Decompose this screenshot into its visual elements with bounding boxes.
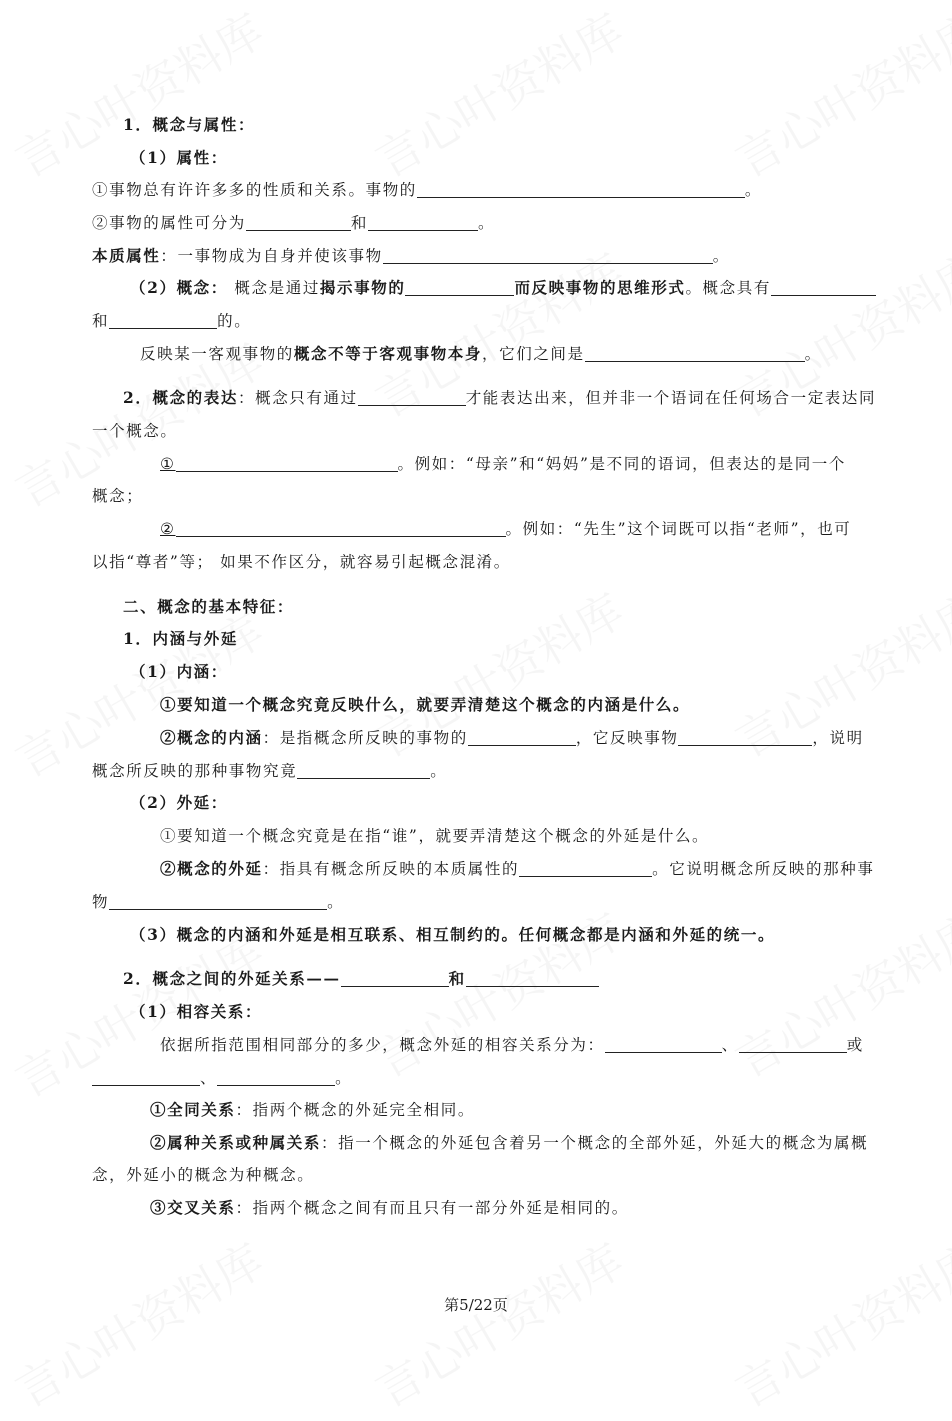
text-segment: 物 <box>92 893 110 911</box>
text-line <box>123 388 876 408</box>
fill-in-blank[interactable] <box>368 214 478 231</box>
text-line <box>123 629 238 649</box>
page-number: 第5/22页 <box>444 1296 508 1314</box>
text-segment: 概念是通过 <box>227 279 320 297</box>
fill-in-blank[interactable] <box>109 893 327 910</box>
watermark <box>2 1225 274 1420</box>
text-segment: 。 <box>335 1069 353 1087</box>
text-line <box>160 859 874 879</box>
text-segment: ：指两个概念之间有而且只有一部分外延是相同的。 <box>235 1199 629 1217</box>
text-line <box>140 344 822 364</box>
fill-in-blank[interactable] <box>217 1069 335 1086</box>
text-line <box>130 793 228 813</box>
fill-in-blank[interactable] <box>519 860 652 877</box>
text-segment: ① <box>160 455 176 473</box>
text-segment: 和 <box>92 312 110 330</box>
bold-text: 概念不等于客观事物本身 <box>293 344 483 363</box>
text-segment: ：是指概念所反映的事物的 <box>262 729 468 747</box>
bold-text: （1）属性： <box>130 148 228 167</box>
text-line <box>123 115 255 135</box>
watermark <box>362 1225 634 1420</box>
text-segment: 以指“尊者”等； 如果不作区分，就容易引起概念混淆。 <box>92 553 511 571</box>
fill-in-blank[interactable] <box>246 214 351 231</box>
fill-in-blank[interactable] <box>297 762 430 779</box>
fill-in-blank[interactable] <box>771 279 876 296</box>
text-line <box>130 278 876 298</box>
fill-in-blank[interactable] <box>92 1069 200 1086</box>
bold-text: ②概念的内涵 <box>160 728 263 747</box>
text-line <box>92 1165 314 1185</box>
bold-text: 本质属性 <box>92 246 161 265</box>
bold-text: ①要知道一个概念究竟反映什么，就要弄清楚这个概念的内涵是什么。 <box>160 695 691 714</box>
text-segment: 念，外延小的概念为种概念。 <box>92 1166 315 1184</box>
text-segment: 和 <box>350 214 369 232</box>
text-segment: 。 <box>744 181 763 199</box>
text-line <box>123 969 599 989</box>
text-segment: ：指两个概念的外延完全相同。 <box>235 1101 475 1119</box>
text-segment: 。 <box>478 214 496 232</box>
bold-text: （1）内涵： <box>130 662 228 681</box>
text-line <box>92 552 511 572</box>
bold-text: 二、概念的基本特征： <box>123 597 295 616</box>
text-segment: 、 <box>200 1069 218 1087</box>
text-segment: ②事物的属性可分为 <box>92 214 246 232</box>
text-segment: 、 <box>721 1036 739 1054</box>
text-segment: 。例如：“母亲”和“妈妈”是不同的语词，但表达的是同一个 <box>397 455 846 473</box>
bold-text: 和 <box>448 969 466 988</box>
bold-text: （2）外延： <box>130 793 228 812</box>
bold-text: 1．内涵与外延 <box>123 629 238 648</box>
bold-text: 2．概念的表达 <box>123 388 238 407</box>
text-line <box>150 1100 475 1120</box>
text-line <box>92 892 344 912</box>
text-line <box>123 597 294 617</box>
fill-in-blank[interactable] <box>383 247 713 264</box>
text-segment: 或 <box>846 1036 864 1054</box>
text-line <box>92 311 251 331</box>
text-segment: 。 <box>430 762 448 780</box>
fill-in-blank[interactable] <box>176 520 506 537</box>
text-line <box>130 925 775 945</box>
watermark <box>722 0 952 191</box>
text-segment: 。 <box>804 345 822 363</box>
text-line <box>92 421 178 441</box>
text-segment: ①事物总有许许多多的性质和关系。事物的 <box>92 181 417 199</box>
text-segment: ，说明 <box>812 729 864 747</box>
watermark <box>362 0 634 191</box>
text-segment: ：概念只有通过 <box>238 389 358 407</box>
text-line <box>160 695 690 715</box>
text-line <box>150 1133 868 1153</box>
fill-in-blank[interactable] <box>466 970 599 987</box>
text-segment: ：一事物成为自身并使该事物 <box>160 247 383 265</box>
text-segment: ，它反映事物 <box>575 729 679 747</box>
text-segment: 反映某一客观事物的 <box>140 345 294 363</box>
text-segment: ①要知道一个概念究竟是在指“谁”，就要弄清楚这个概念的外延是什么。 <box>160 827 710 845</box>
text-line <box>130 662 228 682</box>
text-line <box>92 246 730 266</box>
text-line <box>160 519 851 539</box>
text-segment: 。 <box>327 893 345 911</box>
text-line <box>92 213 495 233</box>
fill-in-blank[interactable] <box>405 279 514 296</box>
fill-in-blank[interactable] <box>341 970 449 987</box>
fill-in-blank[interactable] <box>358 389 466 406</box>
bold-text: ②属种关系或种属关系 <box>150 1133 322 1152</box>
text-segment: ，它们之间是 <box>482 345 585 363</box>
text-line <box>92 1068 352 1088</box>
fill-in-blank[interactable] <box>417 181 745 198</box>
text-segment: 一个概念。 <box>92 422 178 440</box>
bold-text: （3）概念的内涵和外延是相互联系、相互制约的。任何概念都是内涵和外延的统一。 <box>130 925 776 944</box>
text-line <box>160 1035 864 1055</box>
text-segment: 依据所指范围相同部分的多少，概念外延的相容关系分为： <box>160 1036 605 1054</box>
text-segment: 。 <box>712 247 730 265</box>
bold-text: 而反映事物的思维形式 <box>514 278 686 297</box>
fill-in-blank[interactable] <box>176 455 398 472</box>
text-line <box>130 148 228 168</box>
text-segment: 。它说明概念所反映的那种事 <box>652 860 875 878</box>
bold-text: 1．概念与属性： <box>123 115 256 134</box>
text-line <box>150 1198 629 1218</box>
text-line <box>160 454 846 474</box>
text-segment: ② <box>160 520 176 538</box>
text-segment: 。例如：“先生”这个词既可以指“老师”，也可 <box>505 520 852 538</box>
fill-in-blank[interactable] <box>468 729 576 746</box>
text-line <box>92 761 447 781</box>
text-line <box>130 1002 262 1022</box>
text-line <box>92 180 762 200</box>
text-segment: ：指一个概念的外延包含着另一个概念的全部外延，外延大的概念为属概 <box>321 1134 869 1152</box>
text-segment: ：指具有概念所反映的本质属性的 <box>262 860 520 878</box>
bold-text: 2．概念之间的外延关系—— <box>123 969 341 988</box>
text-segment: 。概念具有 <box>685 279 771 297</box>
text-segment: 概念所反映的那种事物究竟 <box>92 762 298 780</box>
watermark <box>722 1225 952 1420</box>
text-segment: 概念； <box>92 487 144 505</box>
fill-in-blank[interactable] <box>109 312 217 329</box>
fill-in-blank[interactable] <box>739 1036 847 1053</box>
bold-text: ②概念的外延 <box>160 859 263 878</box>
text-segment: 的。 <box>217 312 252 330</box>
fill-in-blank[interactable] <box>678 729 812 746</box>
bold-text: 揭示事物的 <box>319 278 406 297</box>
text-line <box>160 826 709 846</box>
text-segment: 才能表达出来，但并非一个语词在任何场合一定表达同 <box>465 389 877 407</box>
bold-text: （2）概念： <box>130 278 228 297</box>
bold-text: （1）相容关系： <box>130 1002 263 1021</box>
bold-text: ③交叉关系 <box>150 1198 236 1217</box>
text-line <box>160 728 864 748</box>
fill-in-blank[interactable] <box>605 1036 722 1053</box>
bold-text: ①全同关系 <box>150 1100 236 1119</box>
text-line <box>92 486 143 506</box>
fill-in-blank[interactable] <box>585 345 805 362</box>
